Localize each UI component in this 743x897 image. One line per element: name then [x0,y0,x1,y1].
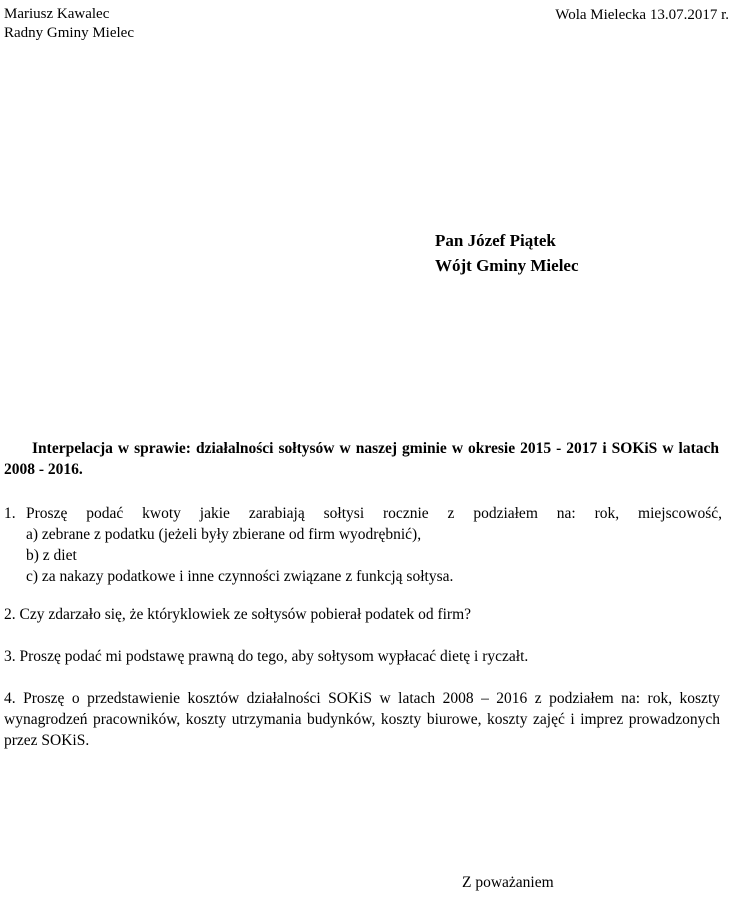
item-text: Proszę podać mi podstawę prawną do tego, aby sołtysom wypłacać dietę i ryczałt. [19,648,529,665]
list-item [4,503,724,587]
sender-block [4,5,134,43]
item-number: 1. [4,505,16,522]
sender-name: Mariusz Kawalec [4,6,110,22]
item-text: Czy zdarzało się, że któryklowiek ze sołtysów pobierał podatek od firm? [19,606,472,623]
item-number: 2. [4,606,16,623]
item-number: 4. [4,690,16,707]
item-subpoint: b) z diet [26,547,77,564]
list-item [4,646,724,667]
document-header [0,5,743,43]
item-number: 3. [4,648,16,665]
item-subpoint: c) za nakazy podatkowe i inne czynności związane z funkcją sołtysa. [26,568,454,585]
item-text: Proszę podać kwoty jakie zarabiają sołtysi rocznie z podziałem na: rok, miejscowość, [26,505,722,522]
item-text: Proszę o przedstawienie kosztów działalności SOKiS w latach 2008 – 2016 z podziałem na: rok, koszty wynagrodzeń pracowników, koszty utrzymania budynków, koszty biurowe, koszty zajęć i imprez prowadzonych przez SOKiS. [4,690,720,749]
sender-role: Radny Gminy Mielec [4,25,134,41]
addressee-block [435,228,579,278]
item-subpoint: a) zebrane z podatku (jeżeli były zbierane od firm wyodrębnić), [26,526,422,543]
list-item [4,688,720,751]
place-and-date: Wola Mielecka 13.07.2017 r. [555,7,729,23]
addressee-title: Wójt Gminy Mielec [435,256,579,275]
addressee-name: Pan Józef Piątek [435,231,556,250]
list-item [4,604,724,625]
closing-salutation: Z poważaniem [462,874,554,891]
document-subject: Interpelacja w sprawie: działalności sołtysów w naszej gminie w okresie 2015 - 2017 i SOKiS w latach 2008 - 2016. [4,440,719,478]
